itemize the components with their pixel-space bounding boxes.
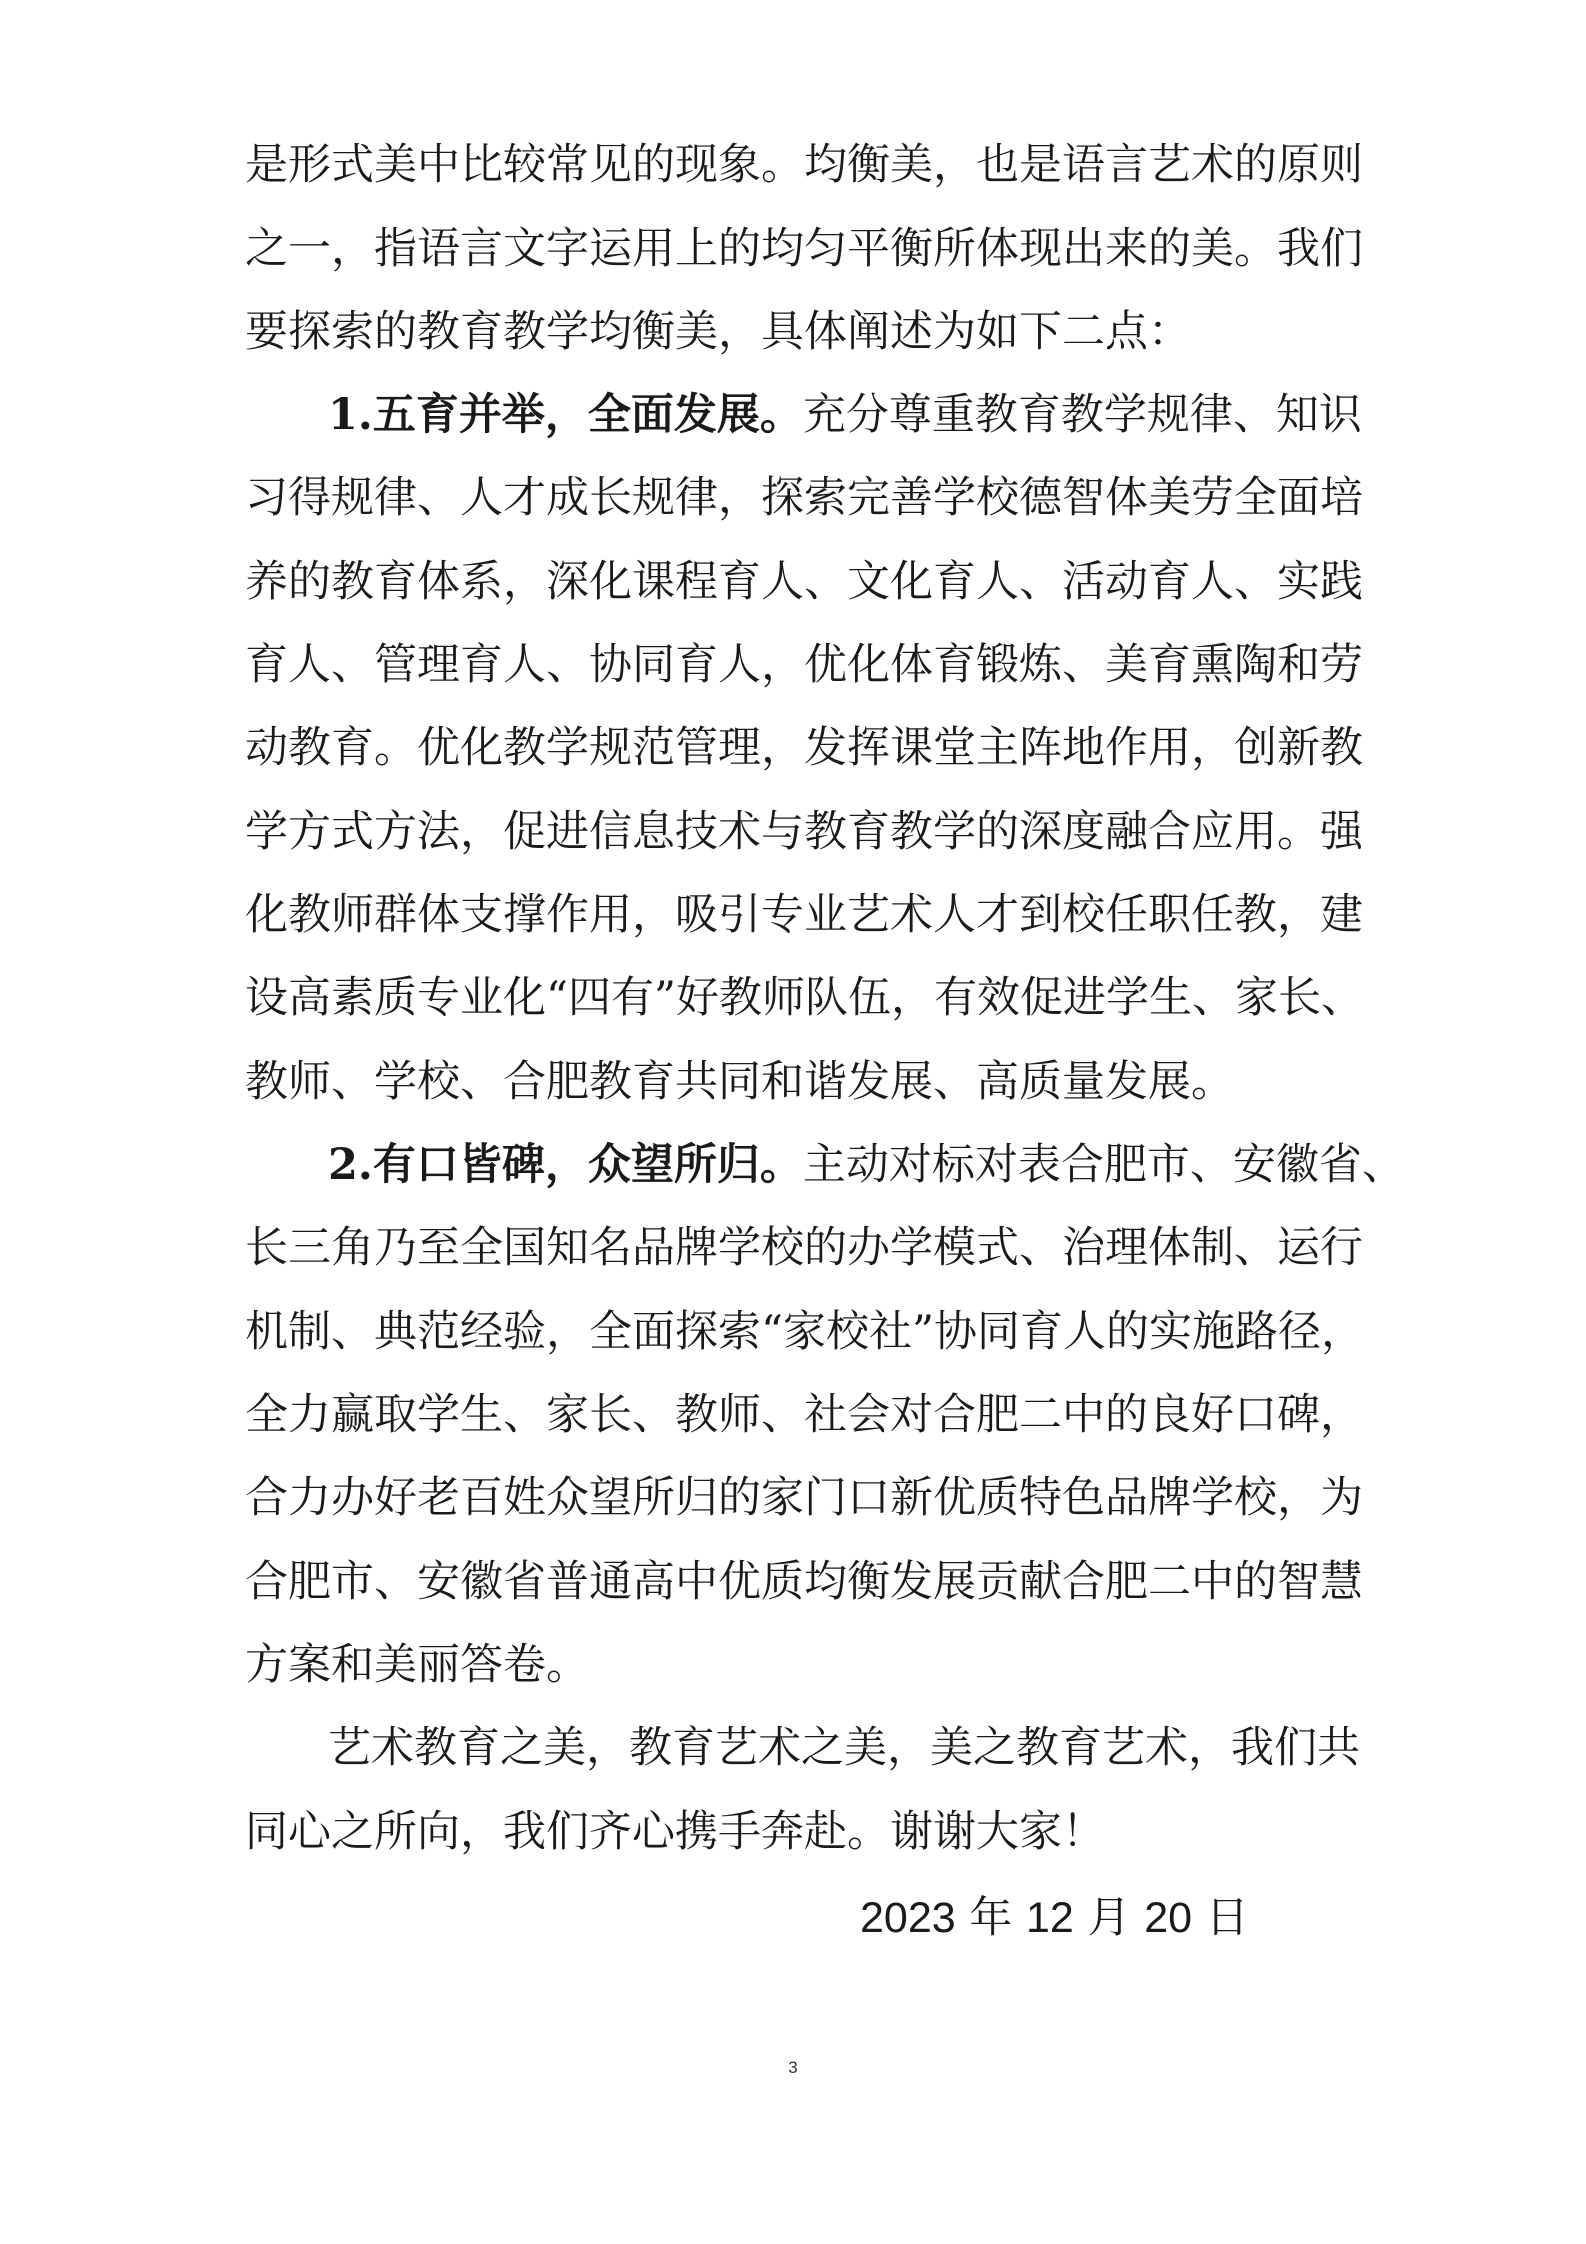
paragraph-line: 动教育。优化教学规范管理，发挥课堂主阵地作用，创新教 — [245, 723, 1363, 773]
paragraph-line: 养的教育体系，深化课程育人、文化育人、活动育人、实践 — [245, 557, 1363, 607]
page-number: 3 — [788, 2058, 798, 2077]
paragraph-line: 教师、学校、合肥教育共同和谐发展、高质量发展。 — [245, 1057, 1234, 1107]
paragraph-line: 要探索的教育教学均衡美，具体阐述为如下二点： — [245, 307, 1191, 357]
paragraph-line: 化教师群体支撑作用，吸引专业艺术人才到校任职任教，建 — [245, 890, 1363, 940]
paragraph-line: 机制、典范经验，全面探索“家校社”协同育人的实施路径， — [245, 1307, 1364, 1357]
paragraph-line: 同心之所向，我们齐心携手奔赴。谢谢大家！ — [245, 1807, 1105, 1857]
paragraph-first-line — [328, 1135, 1405, 1195]
date-day: 20 — [1144, 1894, 1193, 1942]
paragraph-line: 是形式美中比较常见的现象。均衡美，也是语言艺术的原则 — [245, 140, 1363, 190]
paragraph-line: 方案和美丽答卷。 — [245, 1640, 589, 1690]
paragraph-line: 之一，指语言文字运用上的均匀平衡所体现出来的美。我们 — [245, 224, 1363, 274]
date-month-unit: 月 — [1087, 1893, 1131, 1943]
paragraph-first-line — [328, 385, 1362, 445]
paragraph-line: 育人、管理育人、协同育人，优化体育锻炼、美育熏陶和劳 — [245, 640, 1363, 690]
paragraph-line: 长三角乃至全国知名品牌学校的办学模式、治理体制、运行 — [245, 1223, 1363, 1273]
paragraph-line: 习得规律、人才成长规律，探索完善学校德智体美劳全面培 — [245, 473, 1363, 523]
date-year-unit: 年 — [969, 1893, 1013, 1943]
section-heading: 1.五育并举，全面发展。 — [328, 390, 803, 440]
paragraph-line: 合肥市、安徽省普通高中优质均衡发展贡献合肥二中的智慧 — [245, 1557, 1363, 1607]
paragraph-line: 全力赢取学生、家长、教师、社会对合肥二中的良好口碑， — [245, 1390, 1363, 1440]
paragraph-line: 学方式方法，促进信息技术与教育教学的深度融合应用。强 — [245, 807, 1363, 857]
date-year: 2023 — [860, 1894, 956, 1942]
paragraph-line: 设高素质专业化“四有”好教师队伍，有效促进学生、家长、 — [245, 973, 1364, 1023]
paragraph-text: 充分尊重教育教学规律、知识 — [802, 390, 1362, 440]
paragraph-first-line: 艺术教育之美，教育艺术之美，美之教育艺术，我们共 — [328, 1723, 1360, 1773]
signature-date — [860, 1888, 1249, 1948]
paragraph-text: 主动对标对表合肥市、安徽省、 — [802, 1140, 1405, 1190]
paragraph-line: 合力办好老百姓众望所归的家门口新优质特色品牌学校，为 — [245, 1473, 1363, 1523]
date-day-unit: 日 — [1205, 1893, 1249, 1943]
date-month: 12 — [1026, 1894, 1074, 1942]
section-heading: 2.有口皆碑，众望所归。 — [328, 1140, 803, 1190]
